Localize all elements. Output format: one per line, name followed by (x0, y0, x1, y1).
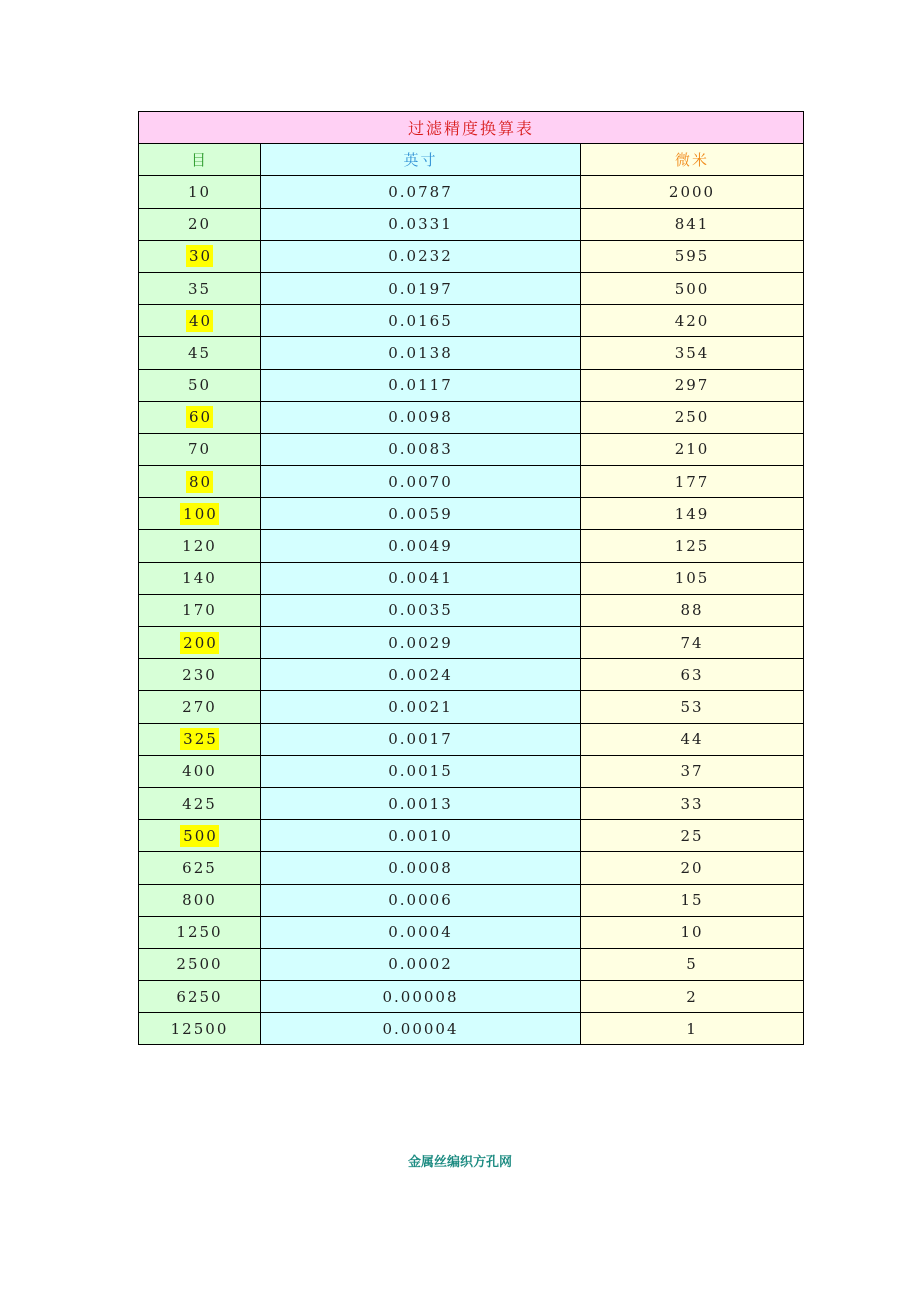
table-row (139, 787, 804, 819)
table-row (139, 176, 804, 208)
mesh-cell (139, 1013, 261, 1045)
table-row (139, 852, 804, 884)
mesh-cell (139, 594, 261, 626)
mesh-value-highlighted: 30 (186, 245, 213, 267)
table-row (139, 820, 804, 852)
inch-cell: 0.0138 (261, 337, 581, 369)
table-row (139, 401, 804, 433)
mesh-cell (139, 498, 261, 530)
micron-cell: 250 (581, 401, 804, 433)
table-row (139, 466, 804, 498)
table-row (139, 498, 804, 530)
inch-cell: 0.0035 (261, 594, 581, 626)
mesh-value: 800 (182, 891, 217, 910)
mesh-value: 170 (182, 601, 217, 620)
mesh-cell (139, 852, 261, 884)
mesh-cell (139, 176, 261, 208)
mesh-value-highlighted: 200 (180, 632, 219, 654)
micron-cell: 37 (581, 755, 804, 787)
table-row (139, 948, 804, 980)
inch-cell: 0.0070 (261, 466, 581, 498)
micron-cell: 297 (581, 369, 804, 401)
inch-cell: 0.0059 (261, 498, 581, 530)
table-body (139, 112, 804, 1045)
header-mesh: 目 (139, 144, 261, 176)
micron-cell: 88 (581, 594, 804, 626)
mesh-cell (139, 272, 261, 304)
micron-cell: 74 (581, 627, 804, 659)
mesh-value: 70 (187, 440, 212, 459)
mesh-cell (139, 369, 261, 401)
table-row (139, 305, 804, 337)
table-row (139, 594, 804, 626)
mesh-value: 120 (182, 537, 217, 556)
micron-cell: 177 (581, 466, 804, 498)
mesh-cell (139, 948, 261, 980)
inch-cell: 0.0013 (261, 787, 581, 819)
inch-cell: 0.0787 (261, 176, 581, 208)
inch-cell: 0.0083 (261, 433, 581, 465)
mesh-cell (139, 305, 261, 337)
mesh-value: 425 (182, 794, 217, 813)
mesh-value-highlighted: 325 (180, 728, 219, 750)
table-row (139, 369, 804, 401)
mesh-value: 50 (187, 376, 212, 395)
inch-cell: 0.0021 (261, 691, 581, 723)
mesh-value: 140 (182, 569, 217, 588)
mesh-cell (139, 401, 261, 433)
conversion-table (138, 111, 804, 1045)
mesh-cell (139, 433, 261, 465)
table-title-row (139, 112, 804, 144)
mesh-value: 12500 (170, 1019, 229, 1038)
micron-cell: 149 (581, 498, 804, 530)
mesh-cell (139, 466, 261, 498)
micron-cell: 2 (581, 981, 804, 1013)
mesh-value: 270 (182, 697, 217, 716)
micron-cell: 1 (581, 1013, 804, 1045)
table-header-row (139, 144, 804, 176)
micron-cell: 44 (581, 723, 804, 755)
mesh-value: 20 (187, 215, 212, 234)
mesh-value-highlighted: 40 (186, 310, 213, 332)
inch-cell: 0.0049 (261, 530, 581, 562)
mesh-cell (139, 240, 261, 272)
table-row (139, 272, 804, 304)
table-title: 过滤精度换算表 (139, 112, 804, 144)
mesh-cell (139, 659, 261, 691)
mesh-cell (139, 981, 261, 1013)
micron-cell: 420 (581, 305, 804, 337)
inch-cell: 0.0232 (261, 240, 581, 272)
micron-cell: 354 (581, 337, 804, 369)
micron-cell: 10 (581, 916, 804, 948)
mesh-value: 230 (182, 665, 217, 684)
mesh-value: 1250 (176, 923, 223, 942)
table-row (139, 562, 804, 594)
mesh-cell (139, 884, 261, 916)
table-row (139, 208, 804, 240)
mesh-cell (139, 755, 261, 787)
mesh-cell (139, 562, 261, 594)
mesh-cell (139, 530, 261, 562)
table-row (139, 433, 804, 465)
table-row (139, 1013, 804, 1045)
mesh-cell (139, 916, 261, 948)
inch-cell: 0.0015 (261, 755, 581, 787)
inch-cell: 0.0002 (261, 948, 581, 980)
table-row (139, 884, 804, 916)
mesh-value: 625 (182, 858, 217, 877)
inch-cell: 0.0024 (261, 659, 581, 691)
micron-cell: 33 (581, 787, 804, 819)
inch-cell: 0.0197 (261, 272, 581, 304)
mesh-value-highlighted: 80 (186, 471, 213, 493)
table-row (139, 530, 804, 562)
inch-cell: 0.0010 (261, 820, 581, 852)
mesh-cell (139, 208, 261, 240)
inch-cell: 0.0165 (261, 305, 581, 337)
mesh-cell (139, 337, 261, 369)
mesh-value-highlighted: 100 (180, 503, 219, 525)
mesh-cell (139, 691, 261, 723)
micron-cell: 210 (581, 433, 804, 465)
micron-cell: 53 (581, 691, 804, 723)
micron-cell: 595 (581, 240, 804, 272)
micron-cell: 63 (581, 659, 804, 691)
inch-cell: 0.00004 (261, 1013, 581, 1045)
table-row (139, 240, 804, 272)
inch-cell: 0.0331 (261, 208, 581, 240)
mesh-cell (139, 627, 261, 659)
micron-cell: 125 (581, 530, 804, 562)
mesh-value: 10 (187, 182, 212, 201)
table-row (139, 627, 804, 659)
inch-cell: 0.0004 (261, 916, 581, 948)
table-row (139, 723, 804, 755)
header-micron: 微米 (581, 144, 804, 176)
table-row (139, 691, 804, 723)
footer-caption: 金属丝编织方孔网 (407, 1155, 512, 1170)
mesh-value: 45 (187, 343, 212, 362)
mesh-cell (139, 820, 261, 852)
micron-cell: 2000 (581, 176, 804, 208)
micron-cell: 25 (581, 820, 804, 852)
inch-cell: 0.0006 (261, 884, 581, 916)
inch-cell: 0.00008 (261, 981, 581, 1013)
mesh-value-highlighted: 500 (180, 825, 219, 847)
table-row (139, 916, 804, 948)
mesh-cell (139, 787, 261, 819)
inch-cell: 0.0017 (261, 723, 581, 755)
inch-cell: 0.0041 (261, 562, 581, 594)
micron-cell: 841 (581, 208, 804, 240)
mesh-cell (139, 723, 261, 755)
inch-cell: 0.0008 (261, 852, 581, 884)
micron-cell: 5 (581, 948, 804, 980)
micron-cell: 15 (581, 884, 804, 916)
inch-cell: 0.0098 (261, 401, 581, 433)
header-inch: 英寸 (261, 144, 581, 176)
table-row (139, 755, 804, 787)
micron-cell: 20 (581, 852, 804, 884)
mesh-value-highlighted: 60 (186, 406, 213, 428)
micron-cell: 105 (581, 562, 804, 594)
inch-cell: 0.0029 (261, 627, 581, 659)
mesh-value: 35 (187, 279, 212, 298)
table-row (139, 981, 804, 1013)
micron-cell: 500 (581, 272, 804, 304)
mesh-value: 6250 (176, 987, 223, 1006)
table-row (139, 337, 804, 369)
mesh-value: 2500 (176, 955, 223, 974)
table-row (139, 659, 804, 691)
inch-cell: 0.0117 (261, 369, 581, 401)
mesh-value: 400 (182, 762, 217, 781)
